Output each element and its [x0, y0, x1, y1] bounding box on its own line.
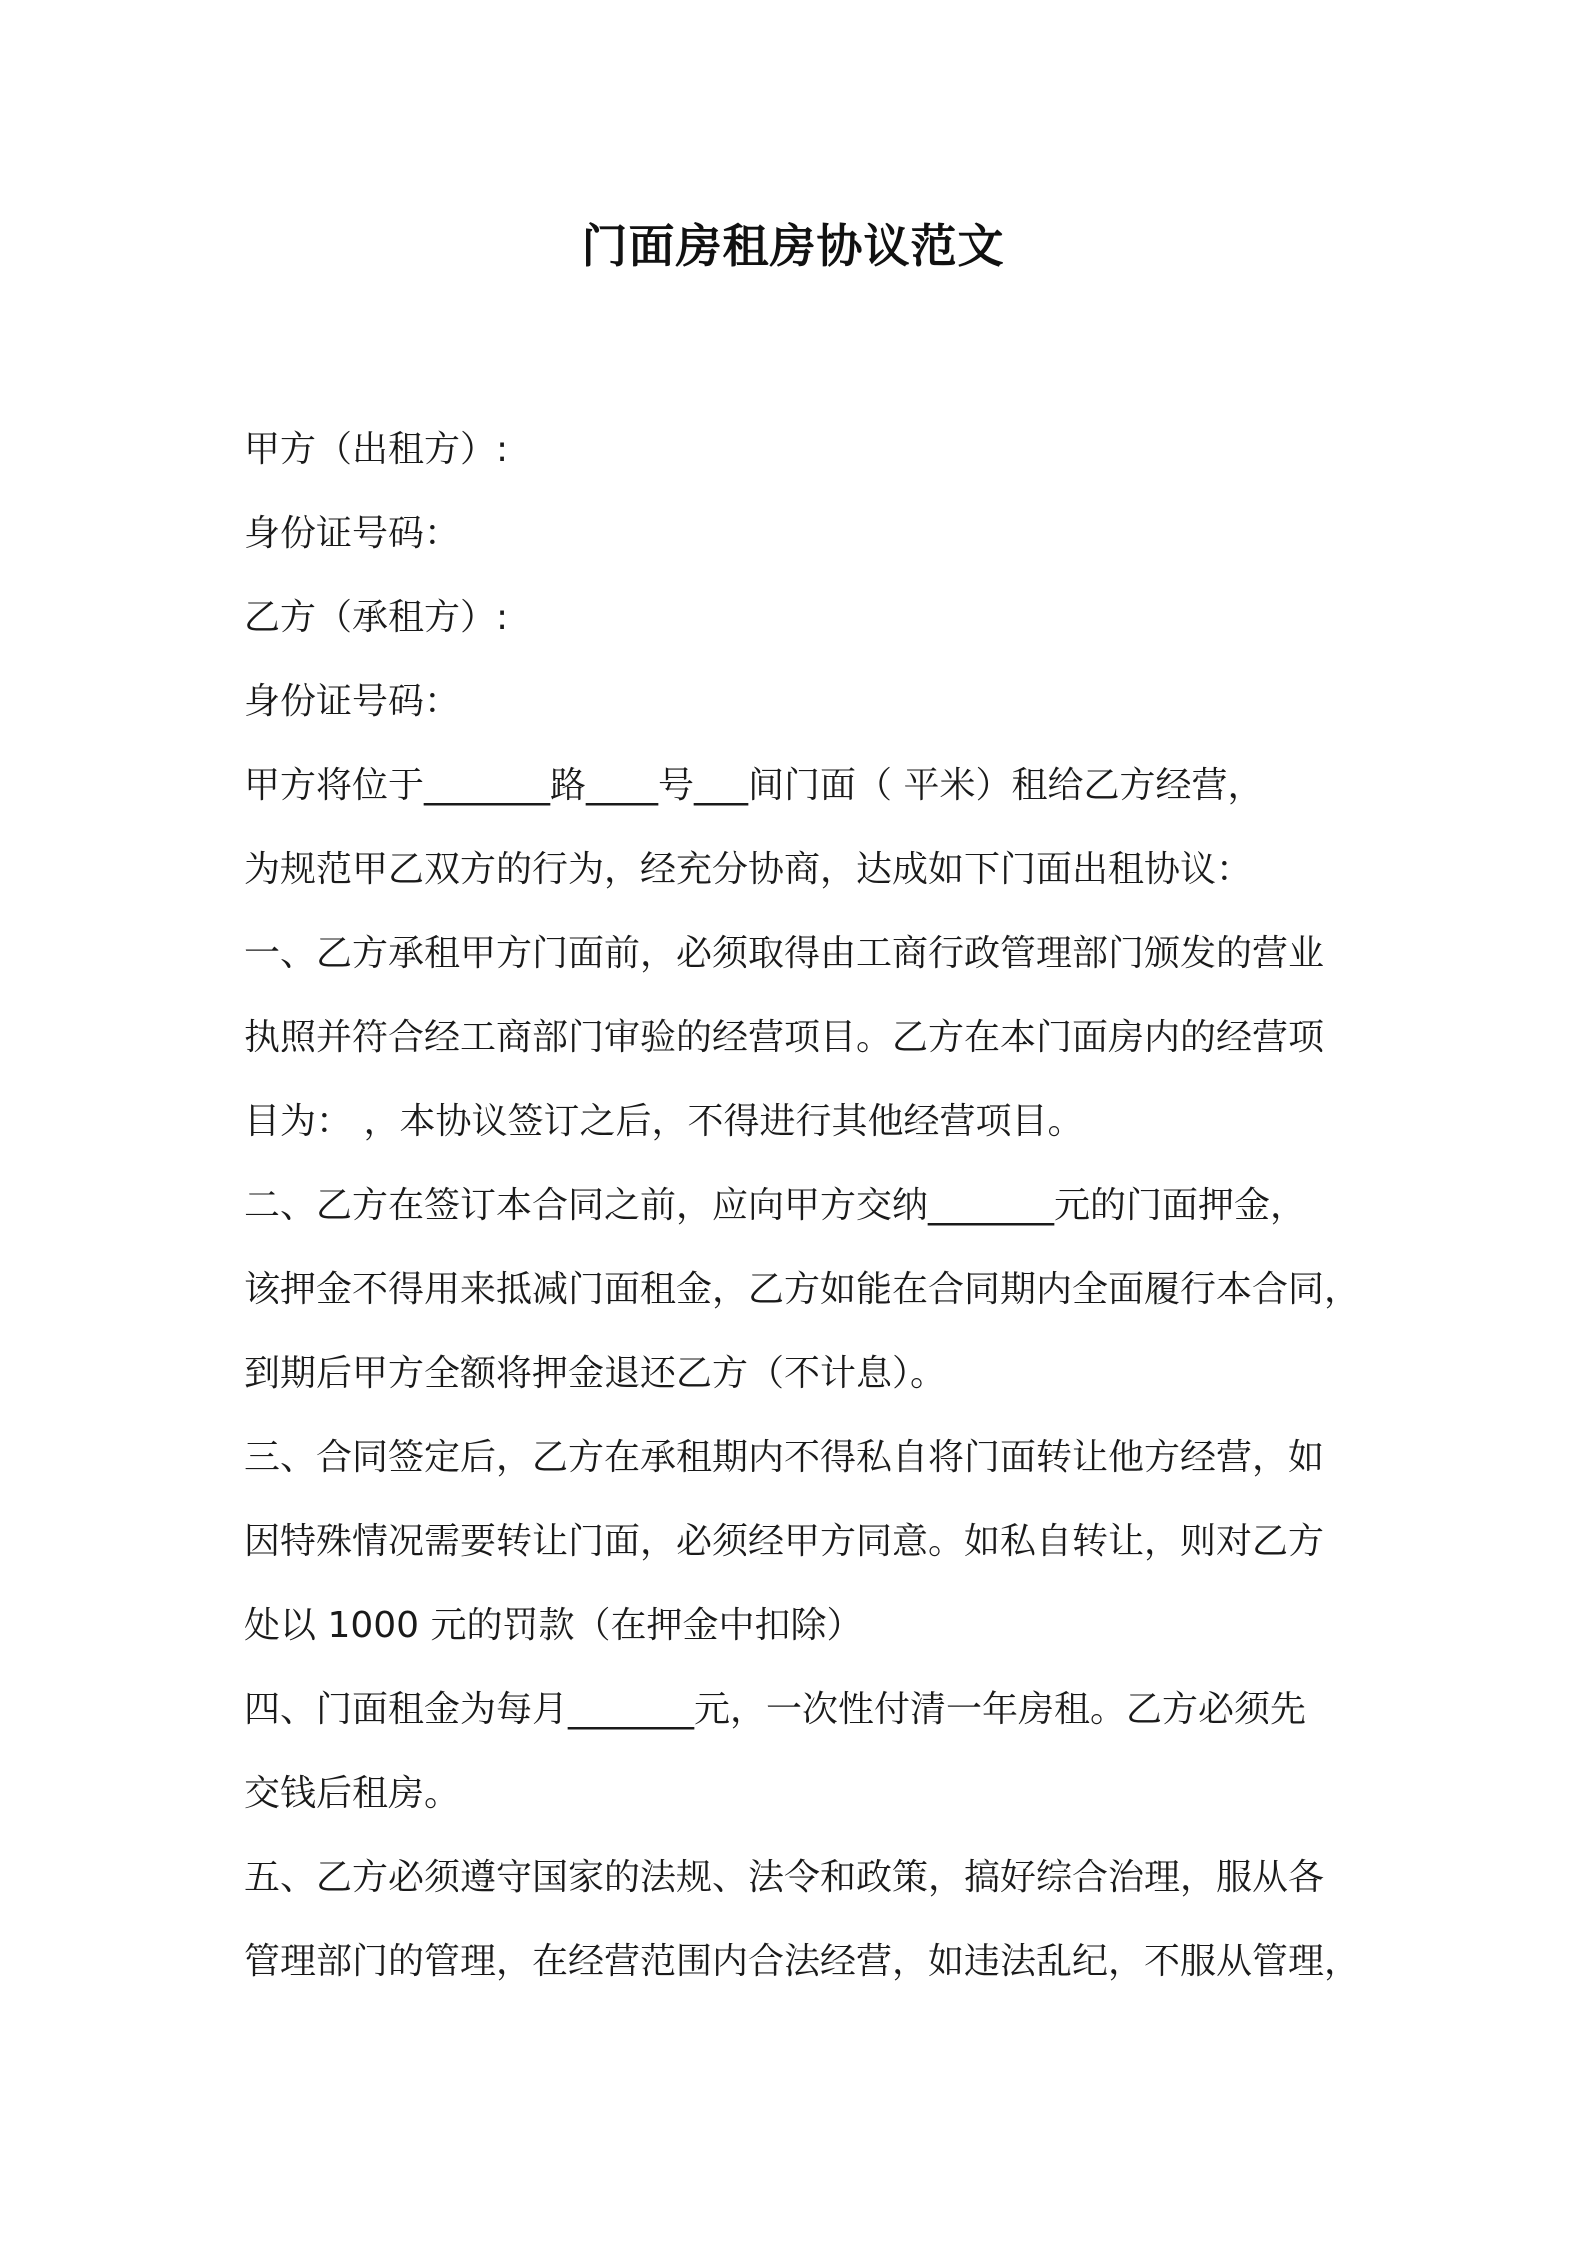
paragraph-line: 为规范甲乙双方的行为，经充分协商，达成如下门面出租协议：	[244, 849, 1253, 890]
clause-5-line: 五、乙方必须遵守国家的法规、法令和政策，搞好综合治理，服从各	[244, 1857, 1325, 1898]
document-body	[244, 408, 1394, 2004]
clause-3-line: 三、合同签定后，乙方在承租期内不得私自将门面转让他方经营，如	[244, 1437, 1325, 1478]
clause-3-line: 处以 1000 元的罚款（在押金中扣除）	[244, 1605, 863, 1646]
document-title: 门面房租房协议范文	[581, 219, 1005, 273]
clause-1-line: 一、乙方承租甲方门面前，必须取得由工商行政管理部门颁发的营业	[244, 933, 1325, 974]
clause-4-line: 四、门面租金为每月_______元，一次性付清一年房租。乙方必须先	[244, 1689, 1307, 1730]
clause-2-line: 到期后甲方全额将押金退还乙方（不计息）。	[244, 1353, 947, 1394]
party-a-id-line: 身份证号码：	[244, 513, 461, 554]
clause-4-line: 交钱后租房。	[244, 1773, 461, 1814]
party-b-id-line: 身份证号码：	[244, 681, 461, 722]
clause-2-line: 二、乙方在签订本合同之前，应向甲方交纳_______元的门面押金，	[244, 1185, 1307, 1226]
clause-3-line: 因特殊情况需要转让门面，必须经甲方同意。如私自转让，则对乙方	[244, 1521, 1325, 1562]
clause-1-line: 执照并符合经工商部门审验的经营项目。乙方在本门面房内的经营项	[244, 1017, 1325, 1058]
party-a-line: 甲方（出租方）:	[244, 429, 509, 470]
party-b-line: 乙方（承租方）:	[244, 597, 509, 638]
clause-2-line: 该押金不得用来抵减门面租金，乙方如能在合同期内全面履行本合同，	[244, 1269, 1361, 1310]
clause-5-line: 管理部门的管理，在经营范围内合法经营，如违法乱纪，不服从管理，	[244, 1941, 1361, 1982]
paragraph-line: 甲方将位于_______路____号___间门面（ 平米）租给乙方经营，	[244, 765, 1264, 806]
clause-1-line: 目为： ，本协议签订之后，不得进行其他经营项目。	[244, 1101, 1084, 1142]
